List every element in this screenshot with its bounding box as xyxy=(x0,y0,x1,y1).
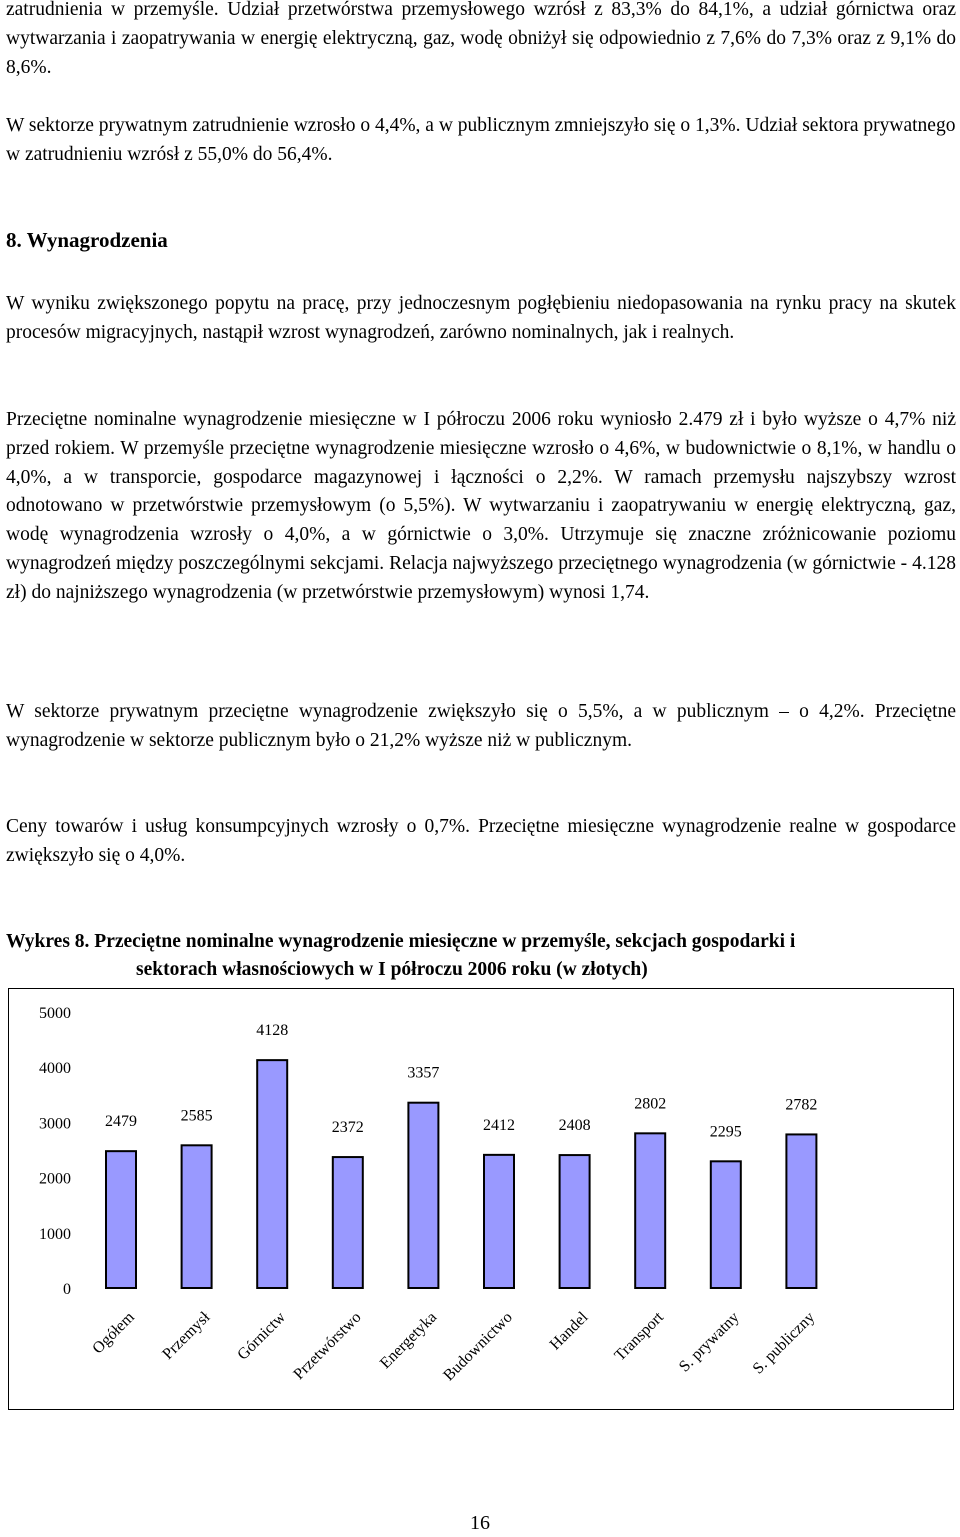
bar xyxy=(182,1145,212,1288)
bar xyxy=(106,1151,136,1288)
data-label: 2372 xyxy=(331,1119,364,1137)
bar xyxy=(257,1060,287,1288)
y-tick-label: 3000 xyxy=(39,1115,71,1133)
paragraph-nominal-wages: Przeciętne nominalne wynagrodzenie miesięczne w I półroczu 2006 roku wyniosło 2.479 zł i było wyższe o 4,7% niż przed rokiem. W przemyśle przeciętne wynagrodzenie miesięczne wzrosło o 4,6%, w budownictwie o 8,1%, w handlu o 4,0%, a w transporcie, gospodarce magazynowej i łączności o 2,2%. W ramach przemysłu najszybszy wzrost odnotowano w przetwórstwie przemysłowym (o 5,5%). W wytwarzaniu i zaopatrywaniu w energię elektryczną, gaz, wodę wynagrodzenia wzrosły o 4,0%, a w górnictwie o 3,0%. Utrzymuje się znaczne zróżnicowanie poziomu wynagrodzeń między poszczególnymi sekcjami. Relacja najwyższego przeciętnego wynagrodzenia (w górnictwie - 4.128 zł) do najniższego wynagrodzenia (w przetwórstwie przemysłowym) wynosi 1,74. xyxy=(6,409,956,603)
figure-title-line2: sektorach własnościowych w I półroczu 2006 roku (w złotych) xyxy=(136,959,648,980)
bar xyxy=(711,1161,741,1288)
x-tick-label: Budownictwo xyxy=(440,1308,516,1385)
bar xyxy=(635,1133,665,1288)
bar xyxy=(484,1155,514,1288)
y-tick-label: 2000 xyxy=(39,1170,71,1188)
data-label: 2782 xyxy=(785,1096,818,1114)
page-number: 16 xyxy=(470,1512,490,1534)
paragraph-sector-wages: W sektorze prywatnym przeciętne wynagrodzenie zwiększyło się o 5,5%, a w publicznym – o 4,2%. Przeciętne wynagrodzenie w sektorze publicznym było o 21,2% wyższe niż w publicznym. xyxy=(6,701,956,751)
x-tick-label: Górnictw xyxy=(234,1308,290,1364)
x-tick-label: Przetwórstwo xyxy=(290,1308,365,1384)
x-tick-label: Ogółem xyxy=(89,1308,138,1358)
x-tick-label: Przemysł xyxy=(159,1308,214,1363)
bar xyxy=(560,1155,590,1288)
paragraph-real-wages: Ceny towarów i usług konsumpcyjnych wzrosły o 0,7%. Przeciętne miesięczne wynagrodzenie realne w gospodarce zwiększyło się o 4,0%. xyxy=(6,816,956,866)
data-label: 2479 xyxy=(105,1113,137,1131)
data-label: 3357 xyxy=(407,1064,440,1082)
x-tick-label: Energetyka xyxy=(376,1308,441,1373)
paragraph-employment-industry: zatrudnienia w przemyśle. Udział przetwórstwa przemysłowego wzrósł z 83,3% do 84,1%, a udział górnictwa oraz wytwarzania i zaopatrywania w energię elektryczną, gaz, wodę obniżył się odpowiednio z 7,6% do 7,3% oraz z 9,1% do 8,6%. xyxy=(6,0,956,78)
data-label: 2412 xyxy=(483,1116,515,1134)
x-tick-label: S. publiczny xyxy=(749,1308,819,1378)
x-tick-label: Transport xyxy=(611,1308,668,1365)
data-label: 2295 xyxy=(709,1123,742,1141)
figure-title-line1: Przeciętne nominalne wynagrodzenie miesięczne w przemyśle, sekcjach gospodarki i xyxy=(94,931,796,952)
bar xyxy=(408,1103,438,1288)
y-tick-label: 4000 xyxy=(39,1060,71,1078)
data-label: 4128 xyxy=(256,1022,289,1040)
bar xyxy=(333,1157,363,1288)
data-label: 2802 xyxy=(634,1095,667,1113)
paragraph-wage-growth-intro: W wyniku zwiększonego popytu na pracę, przy jednoczesnym pogłębieniu niedopasowania na rynku pracy na skutek procesów migracyjnych, nastąpił wzrost wynagrodzeń, zarówno nominalnych, jak i realnych. xyxy=(6,293,956,343)
y-tick-label: 5000 xyxy=(39,1005,71,1022)
y-tick-label: 1000 xyxy=(39,1225,71,1243)
bar xyxy=(786,1134,816,1288)
paragraph-private-sector-employment: W sektorze prywatnym zatrudnienie wzrosło o 4,4%, a w publicznym zmniejszyło się o 1,3%. Udział sektora prywatnego w zatrudnieniu wzrósł z 55,0% do 56,4%. xyxy=(6,115,956,165)
data-label: 2408 xyxy=(558,1117,591,1135)
y-tick-label: 0 xyxy=(63,1281,71,1298)
data-label: 2585 xyxy=(180,1107,213,1125)
figure-label: Wykres 8. xyxy=(6,931,90,952)
x-tick-label: S. prywatny xyxy=(675,1308,743,1376)
x-tick-label: Handel xyxy=(546,1308,592,1354)
section-heading: 8. Wynagrodzenia xyxy=(6,228,168,252)
